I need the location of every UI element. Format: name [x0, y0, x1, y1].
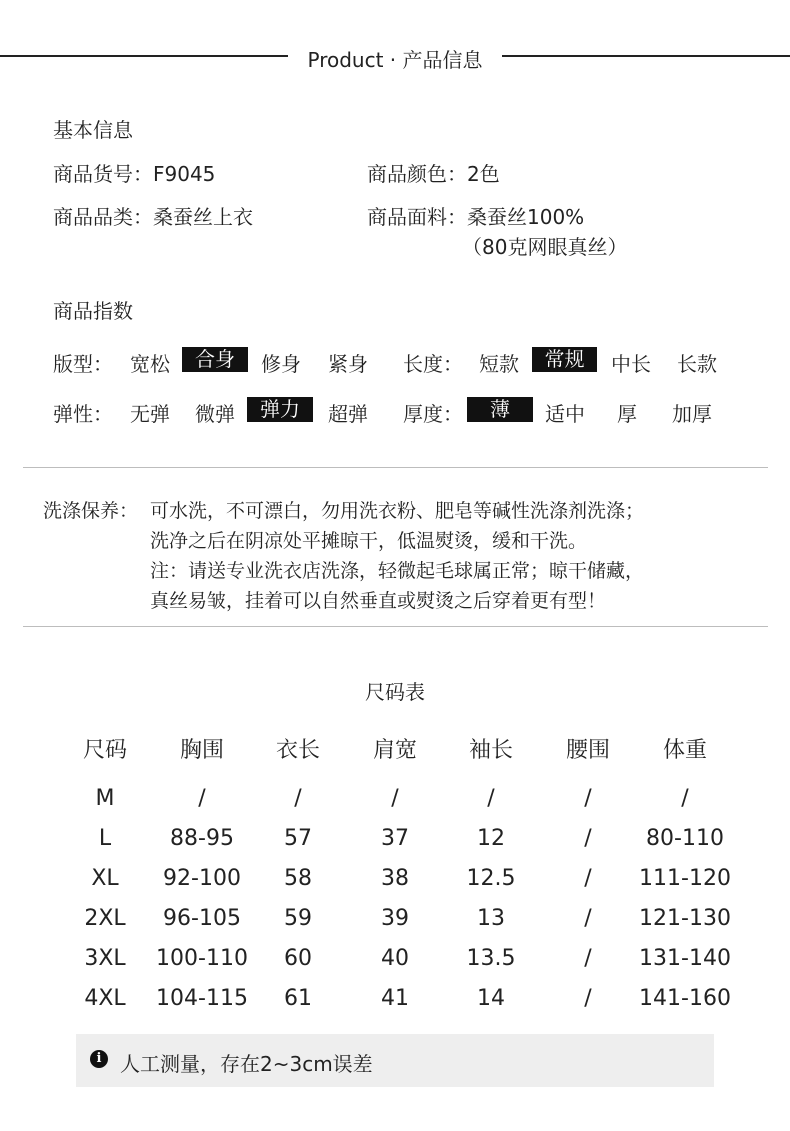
table-cell: /	[584, 906, 592, 931]
table-cell: 39	[381, 906, 409, 931]
table-cell: 60	[284, 946, 312, 971]
table-cell: /	[391, 786, 399, 811]
elasticity-option: 微弹	[195, 402, 235, 426]
size-table-title: 尺码表	[365, 680, 425, 704]
thickness-option-selected: 薄	[467, 397, 533, 422]
table-cell: 57	[284, 826, 312, 851]
item-fabric-note: （80克网眼真丝）	[462, 235, 628, 259]
table-cell: 14	[477, 986, 505, 1011]
table-cell: /	[584, 826, 592, 851]
divider	[23, 626, 768, 627]
table-cell: 13.5	[466, 946, 516, 971]
thickness-label: 厚度：	[403, 402, 463, 426]
care-line: 真丝易皱，挂着可以自然垂直或熨烫之后穿着更有型！	[150, 590, 607, 612]
table-cell: 96-105	[163, 906, 241, 931]
table-cell: 13	[477, 906, 505, 931]
thickness-option: 适中	[545, 402, 585, 426]
page-title: Product · 产品信息	[307, 48, 483, 72]
table-cell: 58	[284, 866, 312, 891]
table-cell: 38	[381, 866, 409, 891]
info-icon: i	[90, 1050, 108, 1068]
thickness-option: 厚	[617, 402, 637, 426]
table-cell: 2XL	[84, 906, 126, 931]
table-cell: 12.5	[466, 866, 516, 891]
table-cell: 4XL	[84, 986, 126, 1011]
table-cell: /	[584, 866, 592, 891]
table-cell: /	[487, 786, 495, 811]
version-label: 版型：	[53, 352, 113, 376]
elasticity-option: 超弹	[328, 402, 368, 426]
header-line-right	[502, 55, 790, 57]
table-cell: 111-120	[639, 866, 731, 891]
care-line: 注：请送专业洗衣店洗涤，轻微起毛球属正常；晾干储藏，	[150, 560, 645, 582]
table-cell: 121-130	[639, 906, 731, 931]
table-cell: 59	[284, 906, 312, 931]
version-option: 宽松	[130, 352, 170, 376]
version-option: 修身	[261, 352, 301, 376]
table-cell: 104-115	[156, 986, 248, 1011]
care-line: 洗净之后在阴凉处平摊晾干，低温熨烫，缓和干洗。	[150, 530, 588, 552]
table-cell: 131-140	[639, 946, 731, 971]
length-header: 衣长	[275, 738, 320, 763]
length-option-selected: 常规	[532, 347, 597, 372]
table-cell: /	[294, 786, 302, 811]
index-heading: 商品指数	[53, 299, 133, 323]
basic-info-heading: 基本信息	[53, 118, 133, 142]
measurement-note-text: 人工测量，存在2~3cm误差	[120, 1052, 373, 1076]
divider	[23, 467, 768, 468]
table-cell: L	[98, 826, 112, 851]
table-cell: 141-160	[639, 986, 731, 1011]
length-option: 短款	[479, 352, 519, 376]
length-option: 中长	[611, 352, 651, 376]
header-line-left	[0, 55, 288, 57]
table-cell: 80-110	[646, 826, 724, 851]
table-cell: 88-95	[170, 826, 234, 851]
table-cell: 12	[477, 826, 505, 851]
care-label: 洗涤保养：	[43, 500, 139, 522]
item-number: 商品货号：F9045	[53, 162, 216, 186]
table-cell: M	[95, 786, 115, 811]
version-option: 紧身	[328, 352, 368, 376]
version-option-selected: 合身	[182, 347, 248, 372]
elasticity-label: 弹性：	[53, 402, 113, 426]
elasticity-option: 无弹	[130, 402, 170, 426]
sleeve-header: 袖长	[468, 738, 513, 763]
table-cell: /	[584, 786, 592, 811]
table-cell: /	[681, 786, 689, 811]
table-cell: /	[584, 986, 592, 1011]
table-cell: 100-110	[156, 946, 248, 971]
table-cell: /	[584, 946, 592, 971]
table-cell: 3XL	[84, 946, 126, 971]
table-cell: 41	[381, 986, 409, 1011]
table-cell: XL	[91, 866, 119, 891]
weight-header: 体重	[662, 738, 707, 763]
table-cell: 37	[381, 826, 409, 851]
item-fabric: 商品面料：桑蚕丝100%	[367, 205, 585, 229]
table-cell: 61	[284, 986, 312, 1011]
table-cell: 92-100	[163, 866, 241, 891]
table-cell: 40	[381, 946, 409, 971]
table-cell: /	[198, 786, 206, 811]
size-header: 尺码	[82, 738, 127, 763]
waist-header: 腰围	[565, 738, 610, 763]
item-category: 商品品类：桑蚕丝上衣	[53, 205, 253, 229]
shoulder-header: 肩宽	[372, 738, 417, 763]
item-color: 商品颜色：2色	[367, 162, 500, 186]
care-line: 可水洗，不可漂白，勿用洗衣粉、肥皂等碱性洗涤剂洗涤；	[150, 500, 645, 522]
length-option: 长款	[677, 352, 717, 376]
elasticity-option-selected: 弹力	[247, 397, 313, 422]
thickness-option: 加厚	[672, 402, 712, 426]
measurement-note	[76, 1034, 714, 1087]
chest-header: 胸围	[179, 738, 224, 763]
length-label: 长度：	[403, 352, 463, 376]
